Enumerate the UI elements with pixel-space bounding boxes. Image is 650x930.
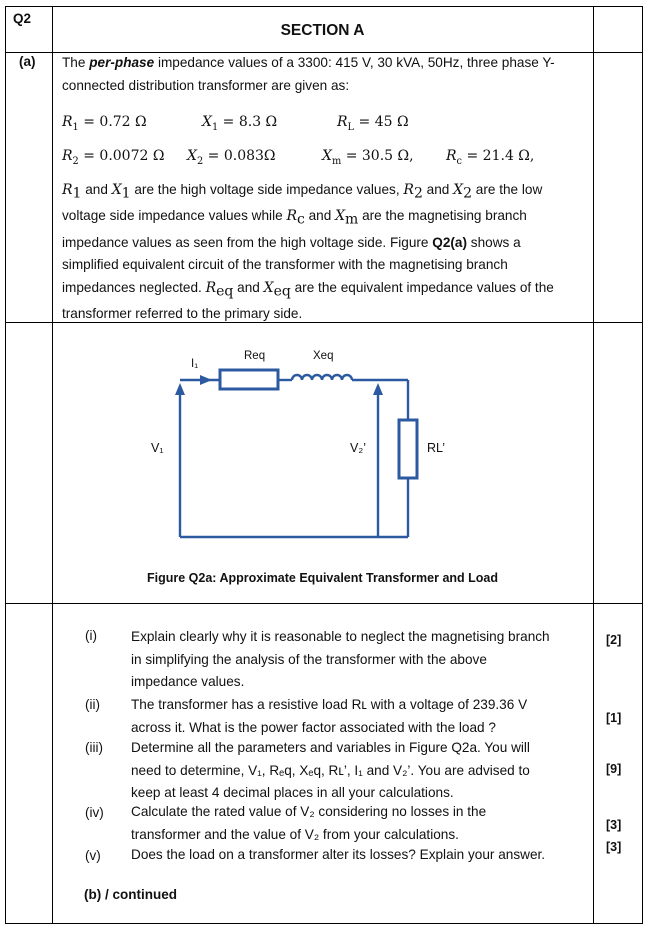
row-divider-figure-bottom [5, 603, 642, 604]
label-rl: RL’ [427, 441, 446, 455]
marks-v: [3] [606, 840, 622, 854]
value-R1: $R_1 = 0.72$ Ω [62, 114, 147, 133]
label-v1: V₁ [151, 441, 164, 455]
subq-text-iii: Determine all the parameters and variables in Figure Q2a. You will need to determine, V₁, Rₑq, Xₑq, Rʟ’, I₁ and V₂’. You are advised to keep at least 4 decimal places in all your calculations. [131, 740, 530, 801]
subq-num-iv: (iv) [85, 805, 104, 820]
continued-note: (b) / continued [84, 887, 177, 902]
req-resistor [220, 370, 278, 389]
intro-text: The [62, 55, 90, 70]
xeq-inductor [292, 375, 352, 380]
label-xeq: Xeq [313, 350, 334, 362]
label-i1: I₁ [191, 358, 199, 370]
i1-arrowhead [200, 375, 212, 385]
description-paragraph: $R_1$ and $X_1$ are the high voltage side impedance values, $R_2$ and $X_2$ are the low voltage side impedance values while $R_c$ and $X_m$ are the magnetising branch impedance values as seen from the high voltage side. Figure Q2(a) shows a simplified equivalent circuit of the transformer with the magnetising branch impedances neglected. $R_{eq}$ and $X_{eq}$ are the equivalent impedance values of the transformer referred to the primary side. [62, 182, 554, 322]
marks-ii: [1] [606, 711, 622, 725]
section-title: SECTION A [280, 22, 365, 39]
value-Rc: $R_c = 21.4$ Ω, [446, 148, 535, 167]
question-number: Q2 [13, 11, 32, 26]
value-X2: $X_2 = 0.083\Omega$ [187, 148, 276, 167]
subq-num-i: (i) [85, 628, 97, 643]
marks-i: [2] [606, 633, 622, 647]
label-req: Req [244, 350, 266, 362]
subq-text-v: Does the load on a transformer alter its losses? Explain your answer. [131, 847, 546, 862]
value-RL: $R_L = 45$ Ω [337, 114, 409, 133]
value-R2: $R_2 = 0.0072$ Ω [62, 148, 165, 167]
subq-text-ii: The transformer has a resistive load Rʟ with a voltage of 239.36 V across it. What is the power factor associated with the load ? [131, 697, 528, 735]
part-label: (a) [19, 54, 36, 69]
value-X1: $X_1 = 8.3$ Ω [202, 114, 278, 133]
intro-text: impedance values of a 3300: 415 V, 30 kVA, 50Hz, three phase Y- [154, 55, 555, 70]
figure-caption: Figure Q2a: Approximate Equivalent Transformer and Load [147, 571, 498, 585]
subq-num-v: (v) [85, 848, 101, 863]
subq-text-i: Explain clearly why it is reasonable to neglect the magnetising branch in simplifying the analysis of the transformer with the above impedance values. [131, 629, 550, 690]
subq-num-ii: (ii) [85, 697, 100, 712]
marks-iv: [3] [606, 818, 622, 832]
intro-emphasis: per-phase [89, 55, 155, 70]
label-v2: V₂’ [350, 441, 366, 455]
v2-arrowhead [373, 383, 383, 395]
rl-load-resistor [399, 420, 417, 478]
marks-iii: [9] [606, 762, 622, 776]
v1-arrowhead [175, 383, 185, 395]
intro-line-2: connected distribution transformer are given as: [62, 78, 350, 93]
value-Xm: $X_m = 30.5$ Ω, [322, 148, 414, 167]
subq-num-iii: (iii) [85, 740, 103, 755]
subq-text-iv: Calculate the rated value of V₂ considering no losses in the transformer and the value of V₂ from your calculations. [131, 804, 487, 842]
